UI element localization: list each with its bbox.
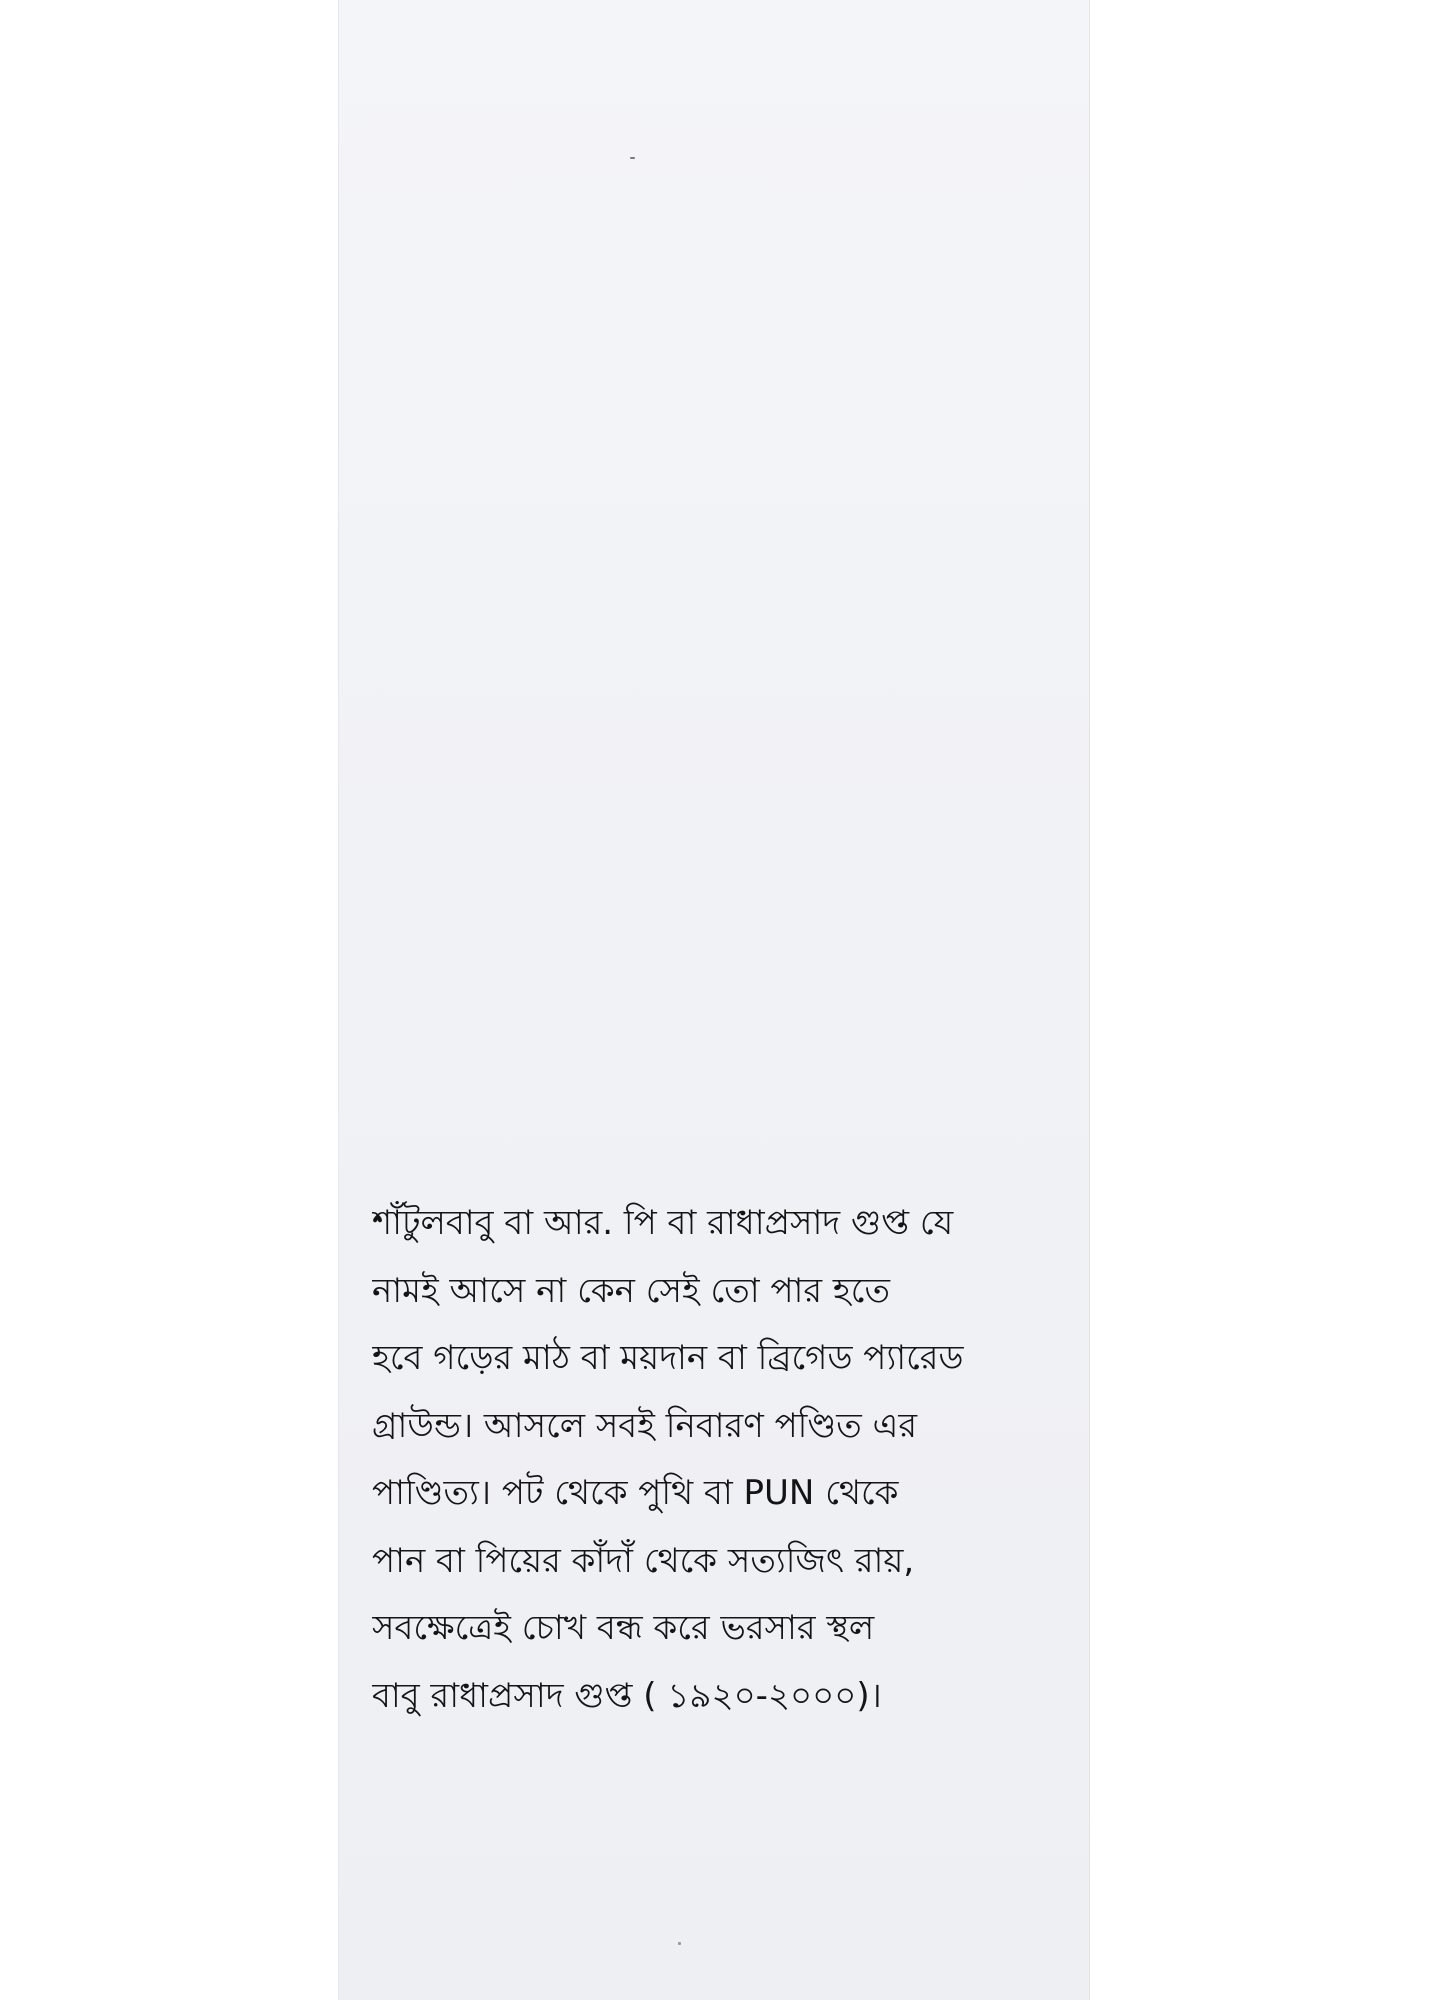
blurb-line-4: গ্রাউন্ড। আসলে সবই নিবারণ পণ্ডিত এর bbox=[372, 1405, 918, 1446]
blurb-line-3: হবে গড়ের মাঠ বা ময়দান বা ব্রিগেড প্যারেড bbox=[372, 1338, 964, 1378]
blurb-line-8: বাবু রাধাপ্রসাদ গুপ্ত ( ১৯২০-২০০০)। bbox=[372, 1675, 882, 1716]
blurb-line-5: পাণ্ডিত্য। পট থেকে পুথি বা PUN থেকে bbox=[372, 1473, 899, 1513]
blurb-text bbox=[372, 1190, 1082, 1730]
blurb-line-7: সবক্ষেত্রেই চোখ বন্ধ করে ভরসার স্থল bbox=[372, 1608, 875, 1648]
blurb-line-6: পান বা পিয়ের কাঁদাঁ থেকে সত্যজিৎ রায়, bbox=[372, 1540, 915, 1581]
paper-speck bbox=[630, 157, 635, 159]
blurb-line-1: শাঁটুলবাবু বা আর. পি বা রাধাপ্রসাদ গুপ্ত যে bbox=[372, 1203, 954, 1243]
paper-speck bbox=[678, 1942, 681, 1945]
blurb-line-2: নামই আসে না কেন সেই তো পার হতে bbox=[372, 1270, 890, 1311]
